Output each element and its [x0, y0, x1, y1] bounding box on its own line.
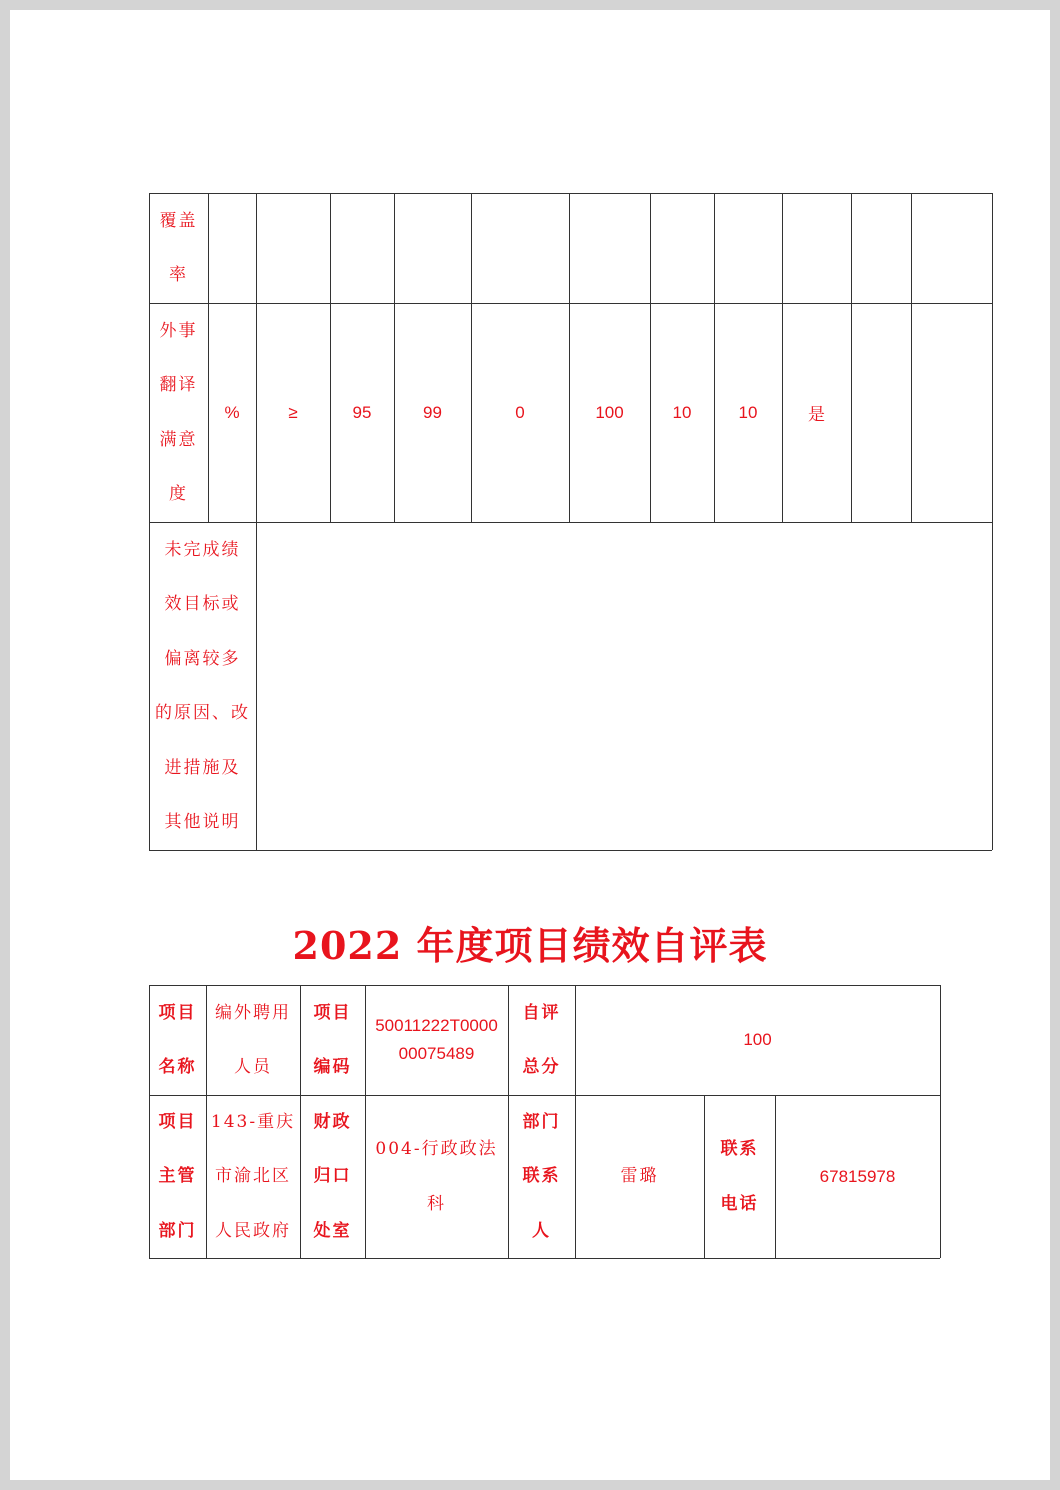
- table-cell: 0: [515, 402, 525, 422]
- phone-value: 67815978: [819, 1166, 896, 1186]
- table-cell: 10: [672, 402, 692, 422]
- finance-office-label: 财政 归口 处室: [313, 1111, 352, 1241]
- dept-contact-label: 部门 联系 人: [522, 1111, 561, 1241]
- document-page: [10, 10, 1050, 1480]
- table-cell: 是: [808, 405, 825, 425]
- coverage-rate-label: 覆盖 率: [159, 210, 198, 285]
- notes-label: 未完成绩 效目标或 偏离较多 的原因、改 进措施及 其他说明: [155, 539, 250, 832]
- table-cell: 10: [738, 402, 758, 422]
- actual-value: 99: [423, 402, 442, 422]
- self-score-label: 自评 总分: [522, 1002, 561, 1077]
- operator-value: ≥: [288, 402, 298, 422]
- target-value: 95: [352, 402, 372, 422]
- project-code-value: 50011222T0000 00075489: [375, 1016, 498, 1063]
- managing-dept-value: 143-重庆 市渝北区 人民政府: [210, 1111, 296, 1241]
- project-name-label: 项目 名称: [158, 1002, 197, 1077]
- phone-label: 联系 电话: [720, 1139, 759, 1214]
- managing-dept-label: 项目 主管 部门: [158, 1111, 197, 1241]
- unit-value: %: [224, 402, 240, 422]
- project-code-label: 项目 编码: [313, 1002, 352, 1077]
- dept-contact-value: 雷璐: [620, 1166, 659, 1187]
- self-score-value: 100: [743, 1030, 772, 1049]
- page-title: 2022 年度项目绩效自评表: [292, 923, 768, 968]
- translation-satisfaction-label: 外事 翻译 满意 度: [159, 320, 198, 504]
- finance-office-value: 004-行政政法 科: [375, 1139, 498, 1214]
- table-cell: 100: [595, 402, 624, 422]
- project-name-value: 编外聘用 人员: [215, 1002, 291, 1077]
